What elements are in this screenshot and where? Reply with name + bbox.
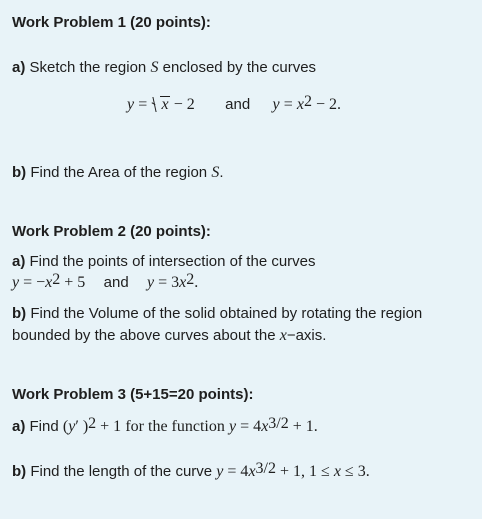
eq2-exponent: 2 bbox=[303, 93, 312, 110]
period: . bbox=[219, 164, 224, 181]
prime-close: ′ ) bbox=[75, 418, 89, 435]
problem-2-equations bbox=[12, 271, 199, 292]
part-label: a) bbox=[12, 253, 26, 270]
region-variable: S bbox=[150, 59, 159, 76]
c2-mid: = 3 bbox=[154, 274, 180, 291]
a-plus: + 1 bbox=[96, 418, 122, 435]
problem-1-equations bbox=[127, 93, 341, 114]
problem-3b-text bbox=[12, 460, 370, 481]
part-label: a) bbox=[12, 418, 26, 435]
problem-1a-text-post: enclosed by the curves bbox=[162, 59, 317, 76]
b-exponent: 3/2 bbox=[255, 460, 276, 477]
eq2-x: x bbox=[296, 96, 304, 113]
problem-2b-body-2: bounded by the above curves about the bbox=[12, 327, 276, 344]
open-paren: ( bbox=[62, 418, 69, 435]
a-rest: + 1. bbox=[288, 418, 318, 435]
c1-exponent: 2 bbox=[52, 271, 61, 288]
part-label: a) bbox=[12, 59, 26, 76]
problem-3b-body: Find the length of the curve bbox=[30, 463, 213, 480]
problem-1a-text bbox=[12, 59, 316, 77]
eq1-lhs: y bbox=[127, 96, 135, 113]
and-word: and bbox=[225, 96, 251, 113]
c1-y: y bbox=[12, 274, 20, 291]
problem-1b-text bbox=[12, 164, 223, 182]
a-x: x bbox=[261, 418, 269, 435]
problem-2b-body-1: Find the Volume of the solid obtained by rotating the region bbox=[30, 305, 423, 322]
a-y2: y bbox=[229, 418, 237, 435]
eq2-equals: = bbox=[283, 96, 297, 113]
square-root bbox=[151, 96, 169, 114]
part-label: b) bbox=[12, 463, 27, 480]
find-word: Find bbox=[29, 418, 59, 435]
eq1-equals: = bbox=[138, 96, 148, 113]
b-rest: + 1, 1 ≤ bbox=[276, 463, 334, 480]
and-word: and bbox=[103, 274, 129, 291]
c2-y: y bbox=[147, 274, 155, 291]
problem-2-heading: Work Problem 2 (20 points): bbox=[12, 223, 211, 240]
c1-x: x bbox=[45, 274, 53, 291]
c1-mid: = − bbox=[19, 274, 46, 291]
part-label: b) bbox=[12, 164, 27, 181]
a-exponent2: 3/2 bbox=[268, 415, 289, 432]
problem-2a-body: Find the points of intersection of the curves bbox=[29, 253, 316, 270]
a-y: y bbox=[68, 418, 76, 435]
axis-suffix: −axis. bbox=[286, 327, 327, 344]
b-end: ≤ 3. bbox=[340, 463, 370, 480]
c2-x: x bbox=[179, 274, 187, 291]
for-the-function: for the function bbox=[125, 418, 225, 435]
b-y: y bbox=[216, 463, 224, 480]
problem-1b-body: Find the Area of the region bbox=[30, 164, 208, 181]
problem-3a-text bbox=[12, 415, 318, 436]
eq2-rest: − 2. bbox=[311, 96, 341, 113]
a-exponent: 2 bbox=[88, 415, 97, 432]
b-eq: = 4 bbox=[223, 463, 249, 480]
period: . bbox=[194, 274, 199, 291]
problem-1a-text-pre: Sketch the region bbox=[29, 59, 147, 76]
part-label: b) bbox=[12, 305, 27, 322]
eq2-lhs: y bbox=[272, 96, 280, 113]
problem-2b-text-line2 bbox=[12, 327, 326, 345]
problem-3-heading: Work Problem 3 (5+15=20 points): bbox=[12, 386, 254, 403]
c1-rest: + 5 bbox=[60, 274, 86, 291]
problem-2b-text-line1 bbox=[12, 305, 422, 323]
radicand: x bbox=[161, 96, 169, 113]
b-x2: x bbox=[333, 463, 341, 480]
eq1-rest: − 2 bbox=[173, 96, 195, 113]
axis-variable: x bbox=[279, 327, 287, 344]
problem-2a-text bbox=[12, 253, 316, 271]
c2-exponent: 2 bbox=[186, 271, 195, 288]
region-variable: S bbox=[211, 164, 220, 181]
a-eq: = 4 bbox=[236, 418, 262, 435]
problem-1-heading: Work Problem 1 (20 points): bbox=[12, 14, 211, 31]
b-x: x bbox=[248, 463, 256, 480]
